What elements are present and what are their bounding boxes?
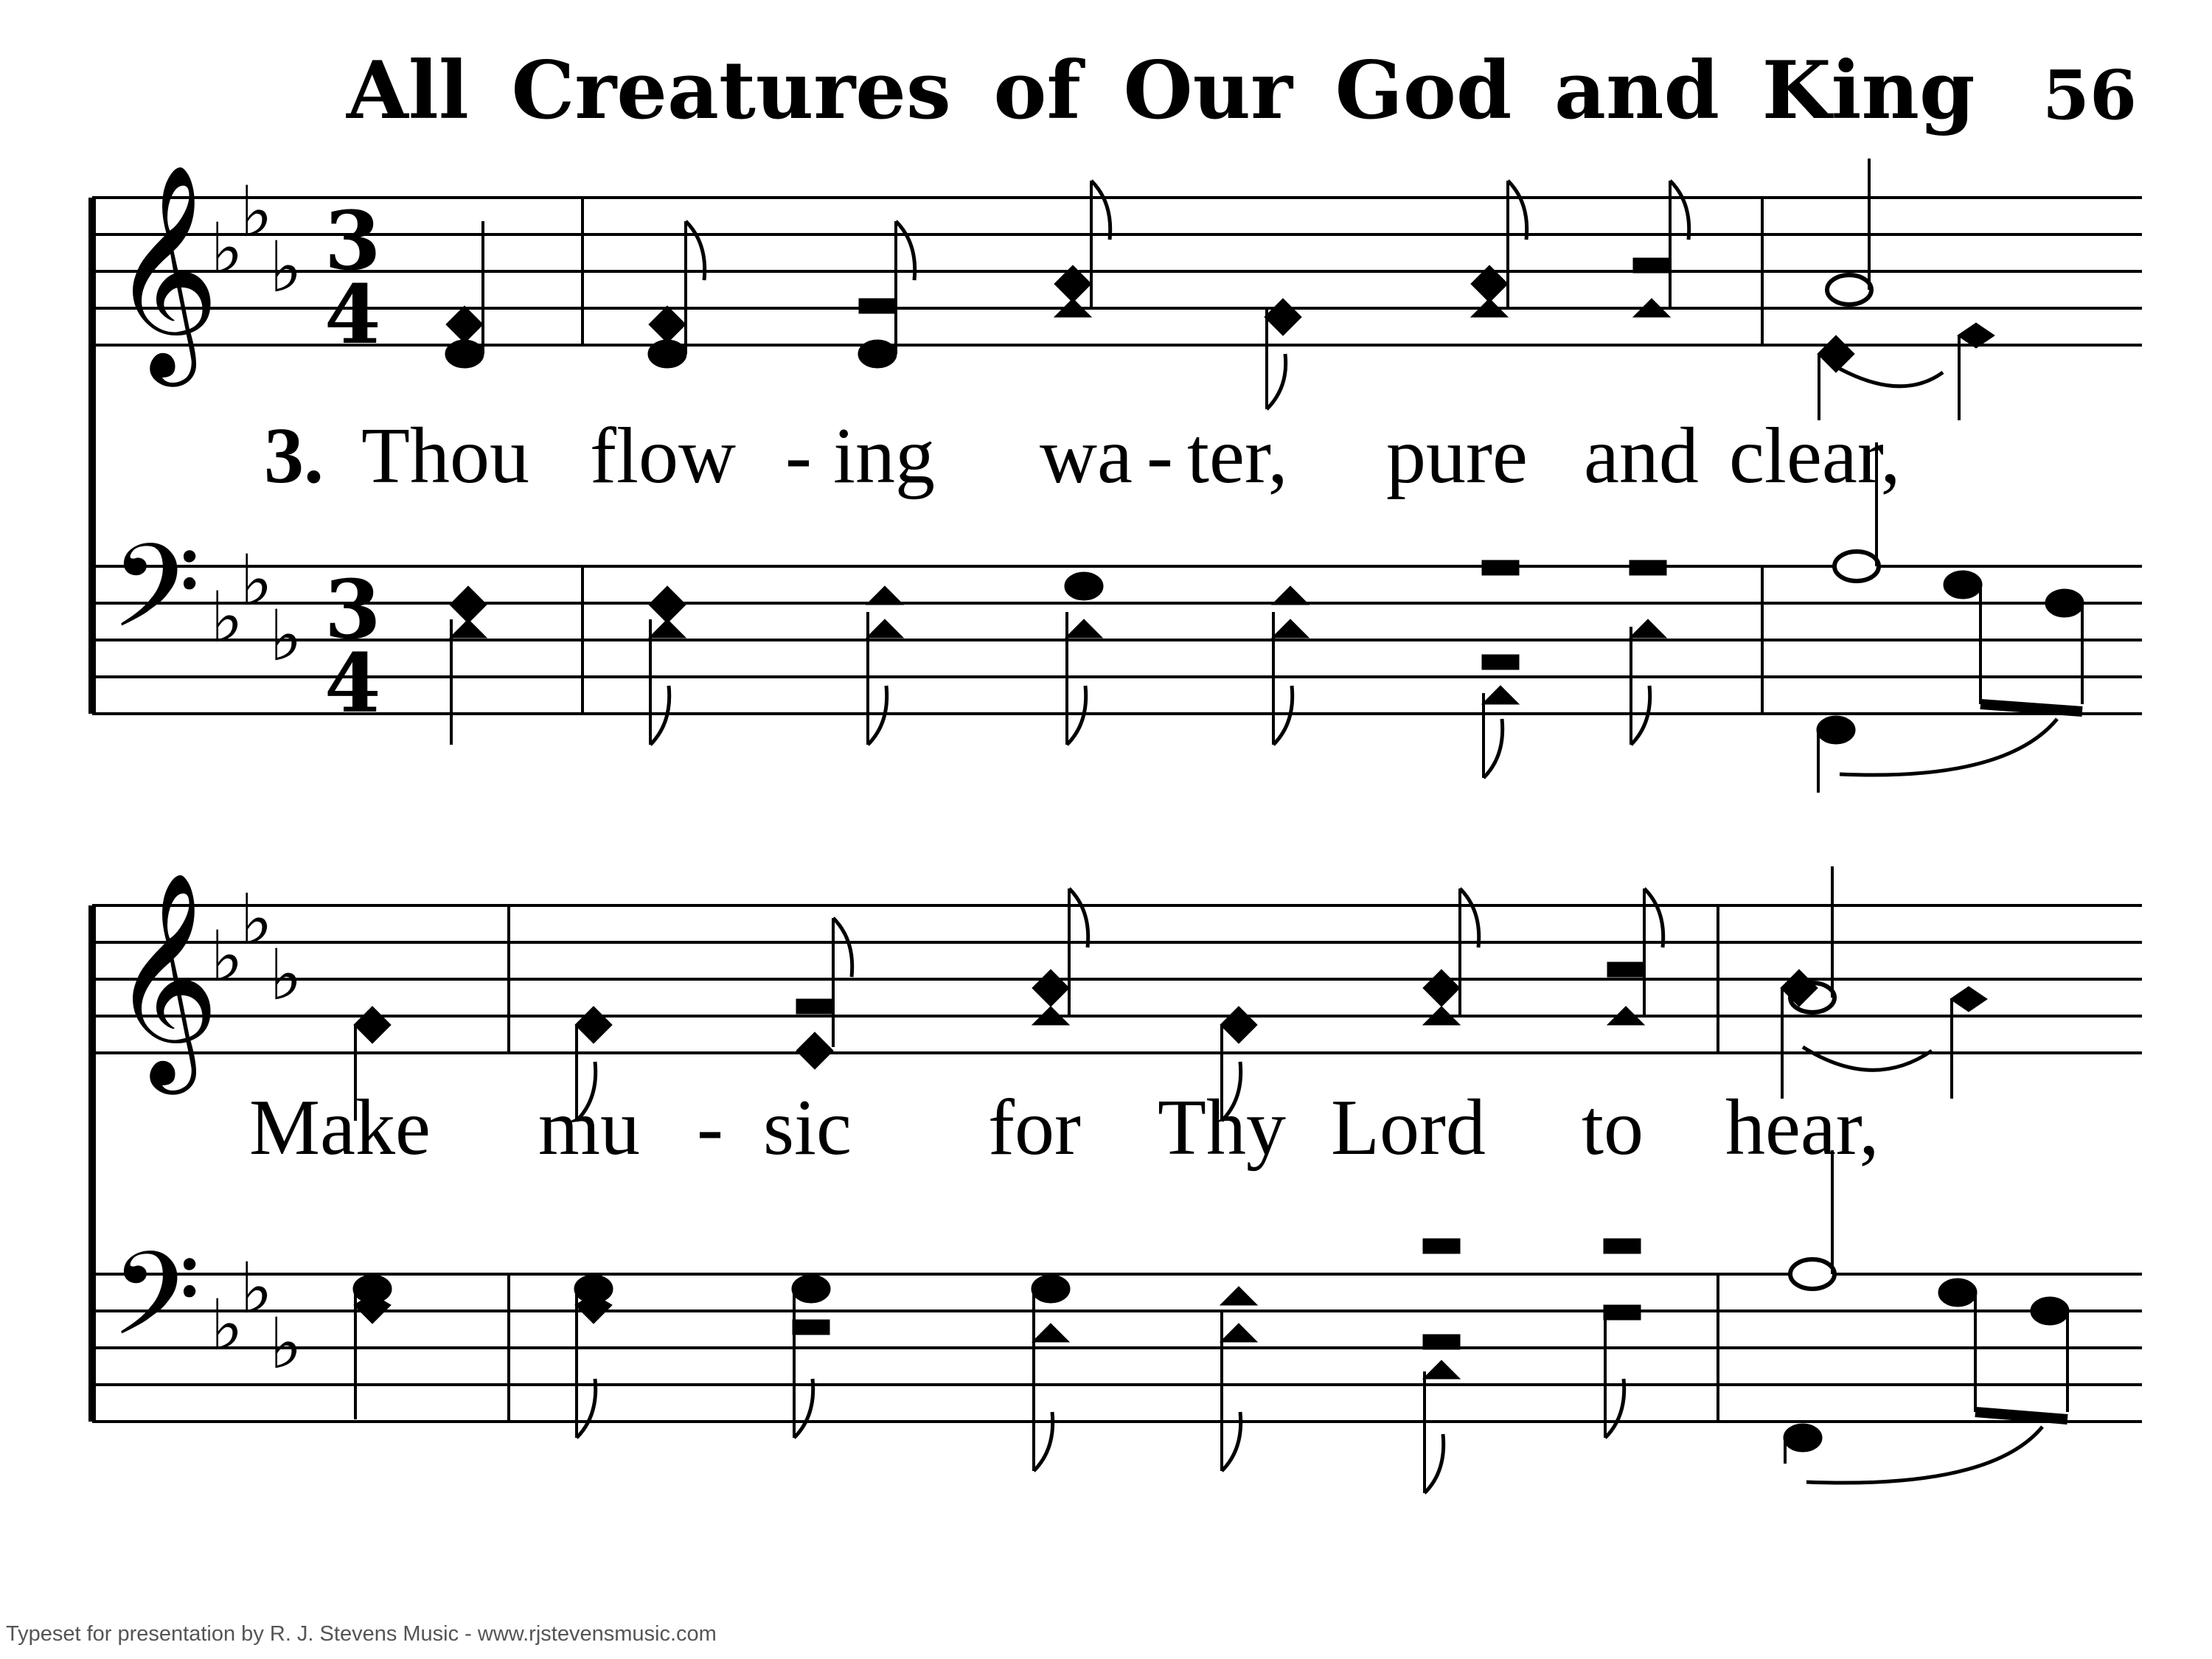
lyric-syllable: wa <box>1040 412 1133 500</box>
lyric-syllable: Make <box>249 1084 431 1172</box>
lyric-syllable: - <box>1147 412 1173 500</box>
svg-text:♭: ♭ <box>269 935 302 1016</box>
svg-text:♭: ♭ <box>240 1248 273 1329</box>
lyric-syllable: and <box>1584 412 1699 500</box>
system-2 <box>92 866 2142 1493</box>
lyric-syllable: hear, <box>1725 1084 1879 1172</box>
lyric-syllable: ing <box>833 412 936 500</box>
barlines-2 <box>509 905 1718 1422</box>
hymn-title: All Creatures of Our God and King <box>347 44 1975 137</box>
verse-number: 3. <box>264 412 324 500</box>
svg-text:♭: ♭ <box>210 577 243 658</box>
svg-text:3: 3 <box>324 193 381 288</box>
svg-text:♭: ♭ <box>240 880 273 961</box>
treble-clef-icon: 𝄞 <box>111 870 220 1085</box>
svg-text:♭: ♭ <box>269 1304 302 1385</box>
svg-text:4: 4 <box>324 636 381 731</box>
bass-staff-2 <box>92 1274 2142 1422</box>
svg-text:♭: ♭ <box>240 540 273 622</box>
lyric-syllable: Thy <box>1158 1084 1286 1172</box>
typesetter-credit: Typeset for presentation by R. J. Stevens Music - www.rjstevensmusic.com <box>6 1622 717 1646</box>
lyric-syllable: - <box>785 412 812 500</box>
lyric-syllable: - <box>697 1084 723 1172</box>
svg-text:4: 4 <box>324 267 381 362</box>
treble-staff-2 <box>92 905 2142 1053</box>
svg-text:♭: ♭ <box>269 596 302 677</box>
lyric-syllable: for <box>988 1084 1081 1172</box>
lyric-syllable: Thou <box>361 412 529 500</box>
svg-text:♭: ♭ <box>210 917 243 998</box>
svg-text:♭: ♭ <box>269 227 302 308</box>
lyric-syllable: Lord <box>1331 1084 1486 1172</box>
hymn-number: 56 <box>2042 55 2138 135</box>
treble-staff-1 <box>92 198 2142 345</box>
lyric-syllable: to <box>1582 1084 1644 1172</box>
svg-text:♭: ♭ <box>240 172 273 253</box>
bass-clef-icon: 𝄢 <box>111 1227 201 1390</box>
treble-clef-icon: 𝄞 <box>111 162 220 377</box>
lyric-syllable: ter, <box>1187 412 1288 500</box>
lyric-syllable: sic <box>763 1084 852 1172</box>
svg-text:3: 3 <box>324 562 381 657</box>
lyric-syllable: pure <box>1386 412 1528 500</box>
svg-text:♭: ♭ <box>210 1285 243 1366</box>
bass-clef-icon: 𝄢 <box>111 519 201 682</box>
lyric-syllable: flow <box>590 412 736 500</box>
lyric-syllable: clear, <box>1729 412 1901 500</box>
svg-text:♭: ♭ <box>210 209 243 290</box>
bass-staff-1 <box>92 566 2142 714</box>
bass-notes-2 <box>353 1150 2069 1493</box>
lyric-syllable: mu <box>538 1084 641 1172</box>
